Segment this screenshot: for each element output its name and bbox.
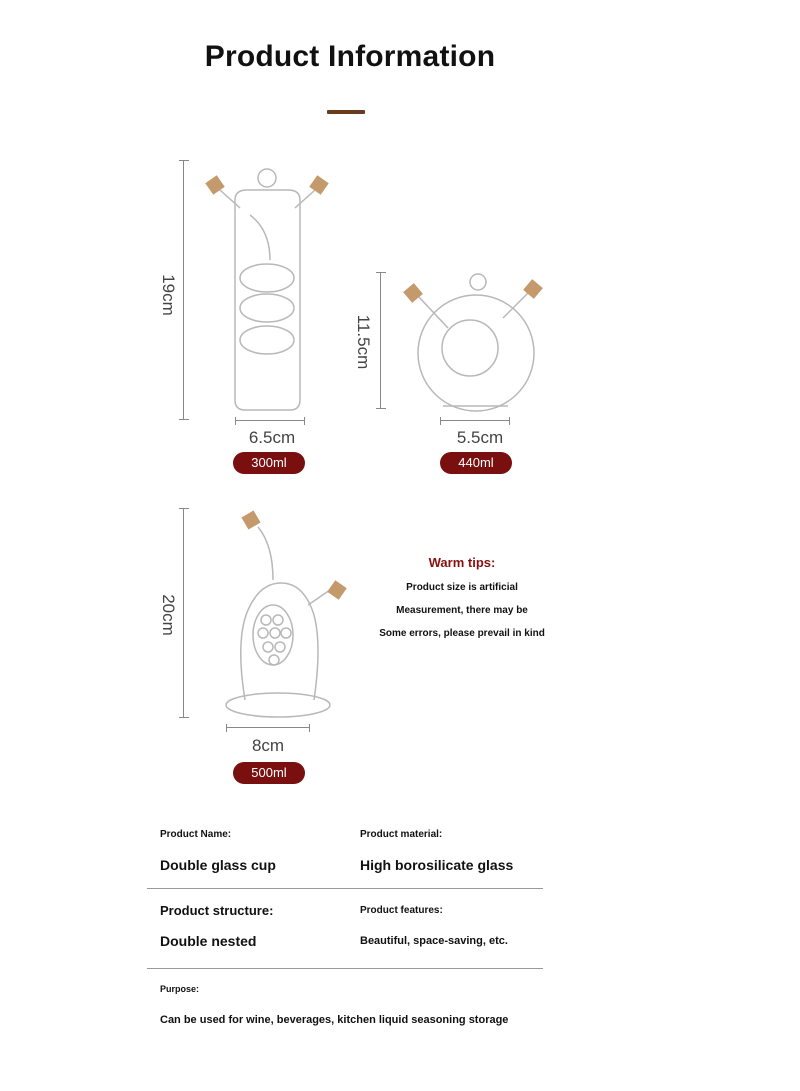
spec-divider	[147, 888, 543, 889]
spec-divider	[147, 968, 543, 969]
product-structure-label: Product structure:	[160, 903, 274, 918]
title-underline	[327, 110, 365, 114]
product-name-value: Double glass cup	[160, 857, 276, 873]
product-features-value: Beautiful, space-saving, etc.	[360, 935, 508, 947]
warm-tips-line: Measurement, there may be	[396, 605, 528, 616]
height-dimension-line-2	[380, 272, 391, 409]
purpose-value: Can be used for wine, beverages, kitchen liquid seasoning storage	[160, 1014, 509, 1026]
bottle-image-grape	[218, 505, 358, 725]
width-label-3: 8cm	[251, 736, 285, 755]
height-dimension-line-1	[183, 160, 194, 420]
width-dimension-line-3	[226, 727, 310, 736]
bottle-image-cylinder	[200, 160, 350, 420]
width-label-2: 5.5cm	[456, 428, 504, 447]
capacity-badge-2: 440ml	[440, 452, 512, 474]
bottle-image-round	[398, 268, 558, 416]
height-label-2: 11.5cm	[354, 314, 373, 370]
height-label-3: 20cm	[159, 594, 178, 636]
product-name-label: Product Name:	[160, 829, 232, 840]
capacity-badge-1: 300ml	[233, 452, 305, 474]
capacity-badge-3: 500ml	[233, 762, 305, 784]
product-material-value: High borosilicate glass	[360, 857, 514, 873]
width-label-1: 6.5cm	[248, 428, 296, 447]
height-label-1: 19cm	[159, 274, 178, 316]
warm-tips-line: Some errors, please prevail in kind	[379, 628, 545, 639]
warm-tips-title: Warm tips:	[428, 555, 496, 570]
page-title: Product Information	[204, 40, 496, 73]
height-dimension-line-3	[183, 508, 194, 718]
product-material-label: Product material:	[360, 829, 443, 840]
purpose-label: Purpose:	[160, 984, 200, 994]
warm-tips	[362, 555, 562, 651]
product-features-label: Product features:	[360, 905, 443, 916]
product-structure-value: Double nested	[160, 933, 257, 949]
warm-tips-line: Product size is artificial	[406, 582, 518, 593]
